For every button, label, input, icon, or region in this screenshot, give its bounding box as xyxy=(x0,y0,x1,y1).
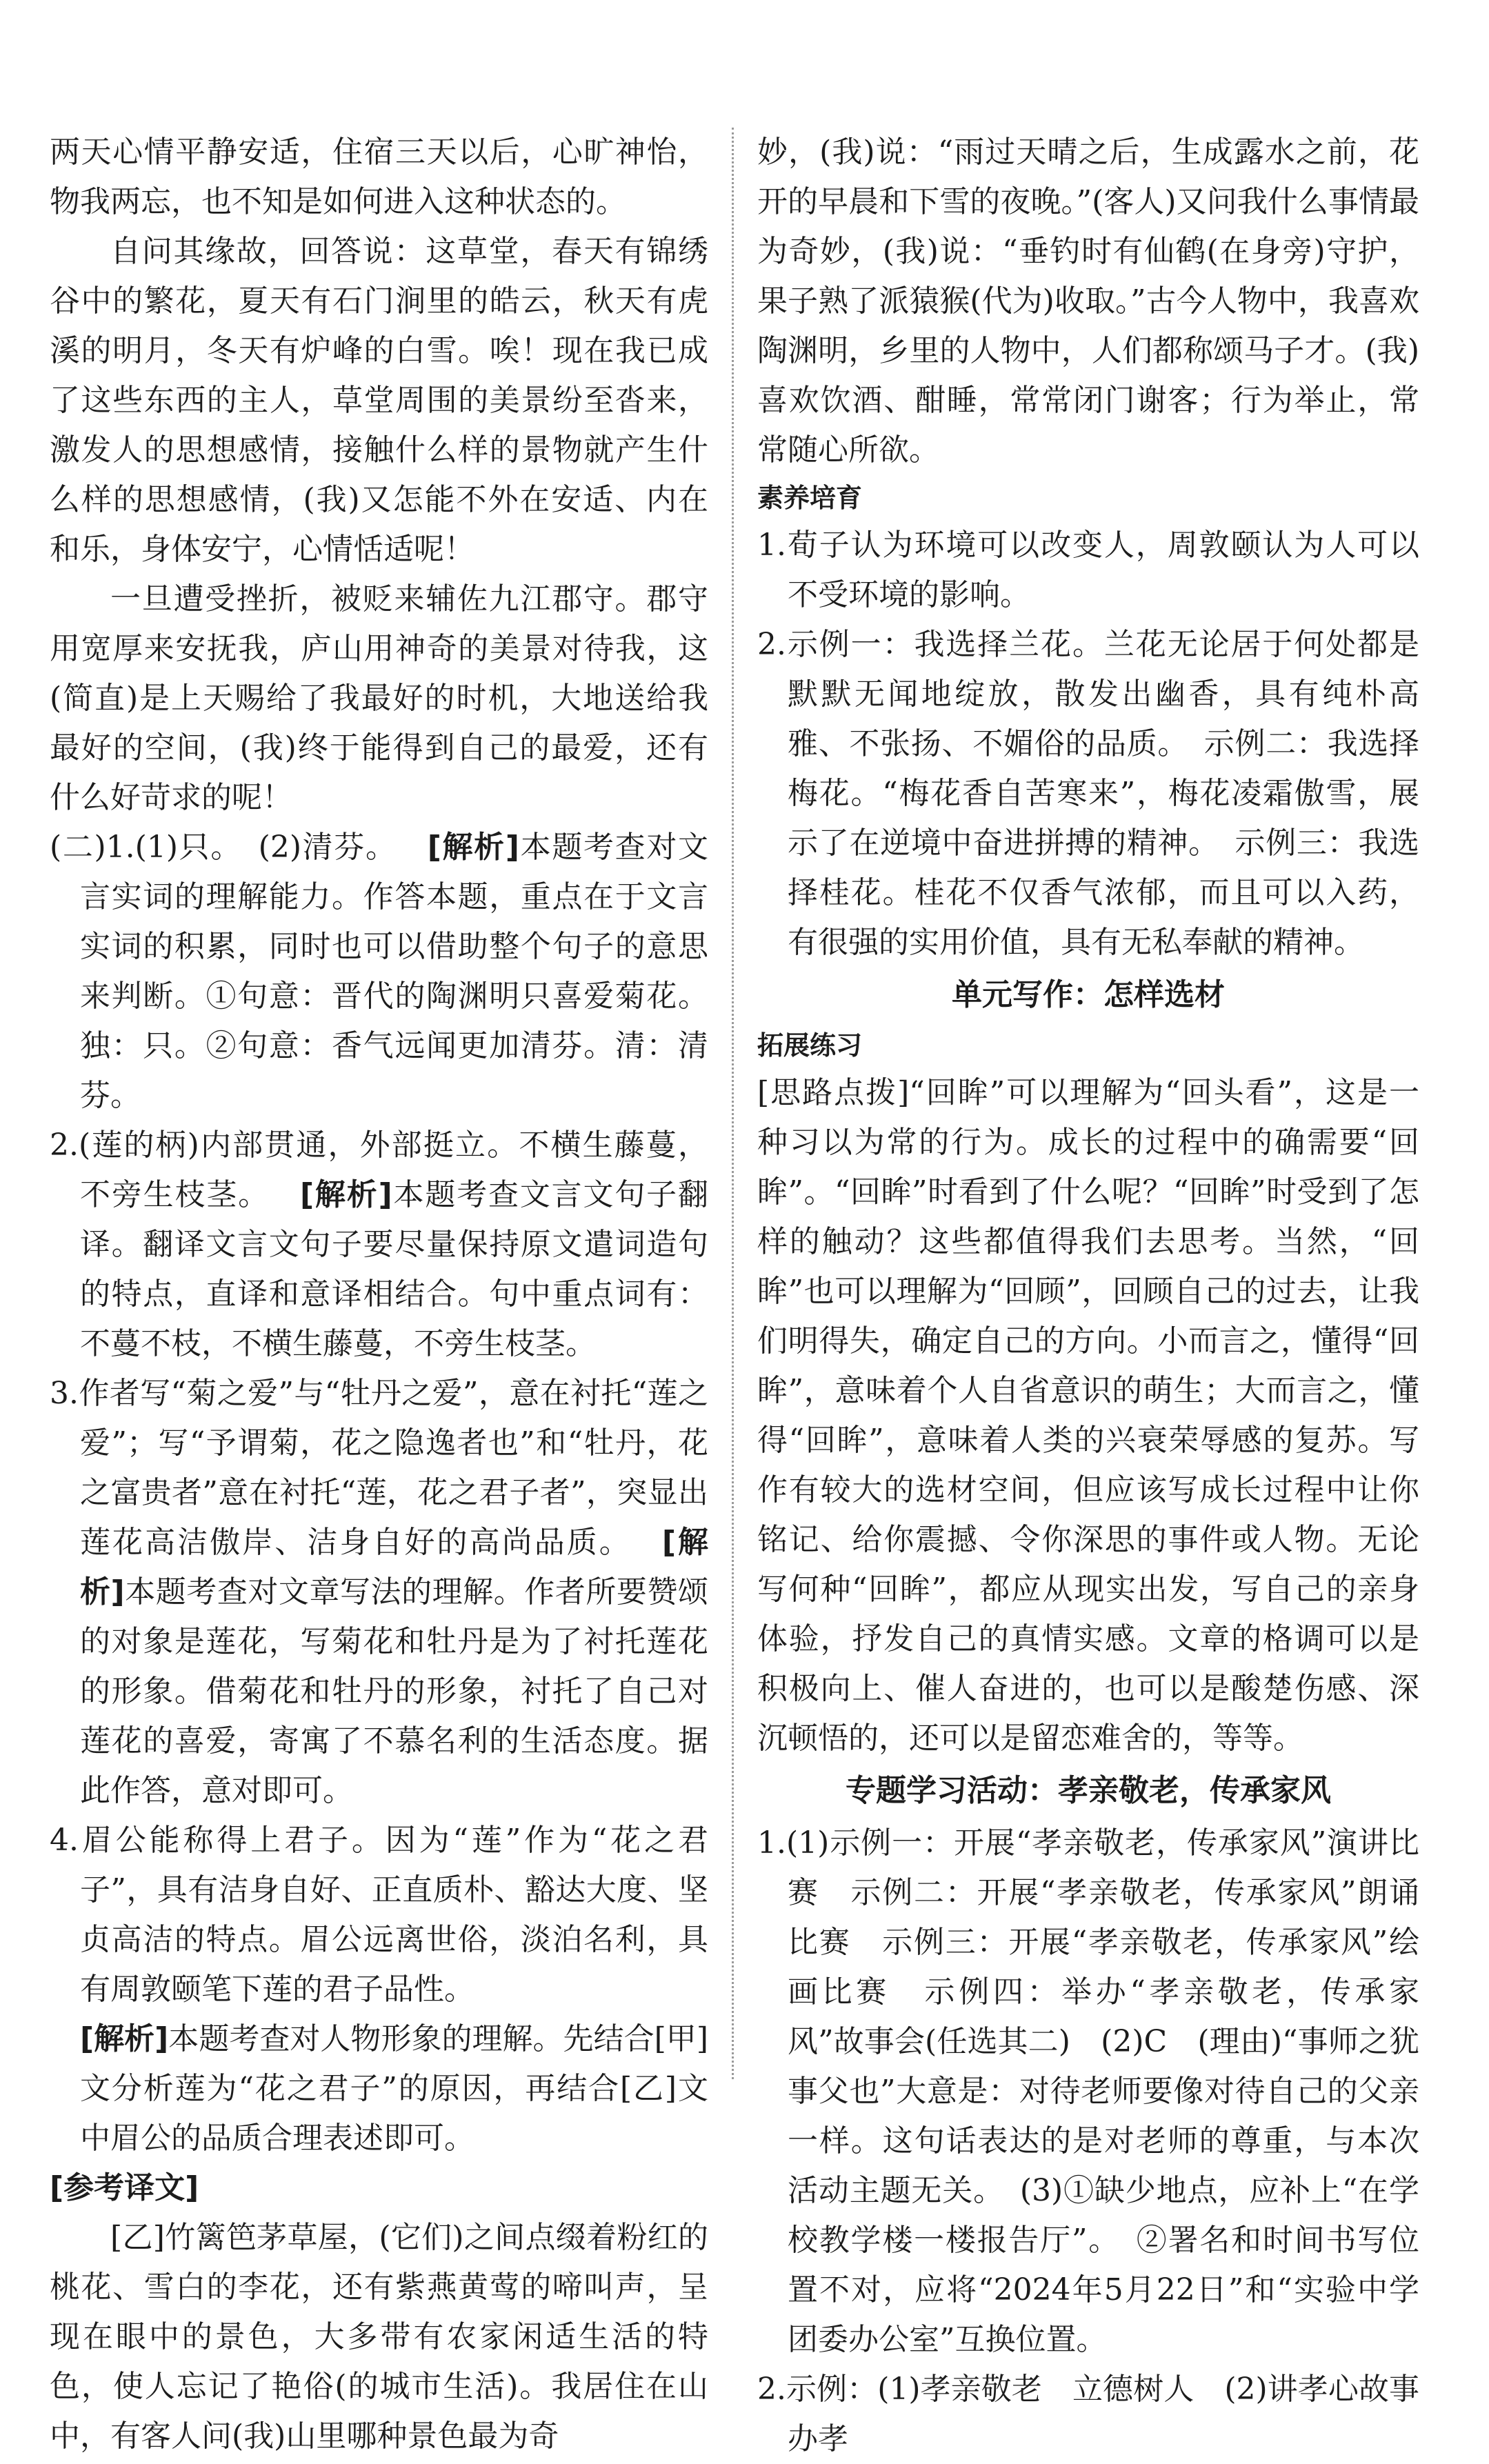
answer-q4-head: 4.眉公能称得上君子。因为“莲”作为“花之君子”，具有洁身自好、正直质朴、豁达大度、坚贞高洁的特点。眉公远离世俗，淡泊名利，具有周敦颐笔下莲的君子品性。 xyxy=(50,1823,708,2007)
answer-q2-head: 2.(莲的柄)内部贯通，外部挺立。不横生藤蔓，不旁生枝茎。 xyxy=(50,1128,708,1212)
answer-q1 xyxy=(50,823,708,1121)
analysis-tag: [解析] xyxy=(299,1177,392,1212)
section-label-suyang: 素养培育 xyxy=(757,483,863,513)
translation-paragraph-2: 自问其缘故，回答说：这草堂，春天有锦绣谷中的繁花，夏天有石门涧里的皓云，秋天有虎溪的明月，冬天有炉峰的白雪。唉！现在我已成了这些东西的主人，草堂周围的美景纷至沓来，激发人的思想感情，接触什么样的景物就产生什么样的思想感情，(我)又怎能不外在安适、内在和乐，身体安宁，心情恬适呢！ xyxy=(50,234,708,567)
analysis-tag: [解析] xyxy=(427,830,519,865)
translation-paragraph-1: 两天心情平静安适，住宿三天以后，心旷神怡，物我两忘，也不知是如何进入这种状态的。 xyxy=(50,134,708,219)
suyang-answer-2: 2.示例一：我选择兰花。兰花无论居于何处都是默默无闻地绽放，散发出幽香，具有纯朴高雅、不张扬、不媚俗的品质。 示例二：我选择梅花。“梅花香自苦寒来”，梅花凌霜傲雪，展示了在逆境中奋进拼搏的精神。 示例三：我选择桂花。桂花不仅香气浓郁，而且可以入药，有很强的实用价值，具有无私奉献的精神。 xyxy=(757,627,1419,960)
right-column xyxy=(757,128,1450,2464)
writing-guidance: [思路点拨]“回眸”可以理解为“回头看”，这是一种习以为常的行为。成长的过程中的确需要“回眸”。“回眸”时看到了什么呢？“回眸”时受到了怎样的触动？这些都值得我们去思考。当然，“回眸”也可以理解为“回顾”，回顾自己的过去，让我们明得失，确定自己的方向。小而言之，懂得“回眸”，意味着个人自省意识的萌生；大而言之，懂得“回眸”，意味着人类的兴衰荣辱感的复苏。写作有较大的选材空间，但应该写成长过程中让你铭记、给你震撼、令你深思的事件或人物。无论写何种“回眸”，都应从现实出发，写自己的亲身体验，抒发自己的真情实感。文章的格调可以是积极向上、催人奋进的，也可以是酸楚伤感、深沉顿悟的，还可以是留恋难舍的，等等。 xyxy=(757,1075,1419,1756)
activity-answer-2: 2.示例：(1)孝亲敬老 立德树人 (2)讲孝心故事 办孝 xyxy=(757,2372,1450,2456)
answer-q3-head: 3.作者写“菊之爱”与“牡丹之爱”，意在衬托“莲之爱”；写“予谓菊，花之隐逸者也”和“牡丹，花之富贵者”意在衬托“莲，花之君子者”，突显出莲花高洁傲岸、洁身自好的高尚品质。 xyxy=(50,1376,708,1560)
analysis-tag: [解析] xyxy=(80,1525,709,1610)
writing-section-title: 单元写作：怎样选材 xyxy=(952,977,1225,1012)
translation-paragraph-4: [乙]竹篱笆茅草屋，(它们)之间点缀着粉红的桃花、雪白的李花，还有紫燕黄莺的啼叫声，呈现在眼中的景色，大多带有农家闲适生活的特色，使人忘记了艳俗(的城市生活)。我居住在山中，有客人问(我)山里哪种景色最为奇 xyxy=(50,2220,708,2454)
answer-q3-analysis: 本题考查对文章写法的理解。作者所要赞颂的对象是莲花，写菊花和牡丹是为了衬托莲花的形象。借菊花和牡丹的形象，衬托了自己对莲花的喜爱，寄寓了不慕名利的生活态度。据此作答，意对即可。 xyxy=(80,1574,709,1808)
suyang-answer-1: 1.荀子认为环境可以改变人，周敦颐认为人可以不受环境的影响。 xyxy=(757,528,1419,612)
activity-section-title: 专题学习活动：孝亲敬老，传承家风 xyxy=(846,1773,1331,1808)
answer-q1-analysis: 本题考查对文言实词的理解能力。作答本题，重点在于文言实词的积累，同时也可以借助整个句子的意思来判断。①句意：晋代的陶渊明只喜爱菊花。独：只。②句意：香气远闻更加清芬。清：清芬。 xyxy=(80,830,709,1113)
activity-answer-1: 1.(1)示例一：开展“孝亲敬老，传承家风”演讲比赛 示例二：开展“孝亲敬老，传承家风”朗诵比赛 示例三：开展“孝亲敬老，传承家风”绘画比赛 示例四：举办“孝亲敬老，传承家风”故事会(任选其二) (2)C (理由)“事师之犹事父也”大意是：对待老师要像对待自己的父亲一样。这句话表达的是对老师的尊重，与本次活动主题无关。 (3)①缺少地点，应补上“在学校教学楼一楼报告厅”。 ②署名和时间书写位置不对，应将“2024年5月22日”和“实验中学团委办公室”互换位置。 xyxy=(757,1825,1419,2357)
answer-q2-analysis: 本题考查文言文句子翻译。翻译文言文句子要尽量保持原文遣词造句的特点，直译和意译相结合。句中重点词有：不蔓不枝，不横生藤蔓，不旁生枝茎。 xyxy=(80,1177,709,1361)
translation-paragraph-5: 妙，(我)说：“雨过天晴之后，生成露水之前，花开的早晨和下雪的夜晚。”(客人)又问我什么事情最为奇妙，(我)说：“垂钓时有仙鹤(在身旁)守护，果子熟了派猿猴(代为)收取。”古今人物中，我喜欢陶渊明，乡里的人物中，人们都称颂马子才。(我)喜欢饮酒、酣睡，常常闭门谢客；行为举止，常常随心所欲。 xyxy=(757,134,1419,468)
translation-paragraph-3: 一旦遭受挫折，被贬来辅佐九江郡守。郡守用宽厚来安抚我，庐山用神奇的美景对待我，这(简直)是上天赐给了我最好的时机，大地送给我最好的空间，(我)终于能得到自己的最爱，还有什么好苛求的呢！ xyxy=(50,581,708,815)
left-column xyxy=(50,128,708,2461)
reference-translation-label: [参考译文] xyxy=(50,2170,199,2205)
section-label-tuozhan: 拓展练习 xyxy=(757,1030,863,1061)
answer-q4-analysis-block xyxy=(50,2014,708,2163)
answer-q3 xyxy=(50,1369,708,1816)
answer-q4-analysis: 本题考查对人物形象的理解。先结合[甲]文分析莲为“花之君子”的原因，再结合[乙]文中眉公的品质合理表述即可。 xyxy=(80,2021,708,2156)
analysis-tag: [解析] xyxy=(80,2021,169,2056)
column-divider xyxy=(732,128,734,2079)
answer-q2 xyxy=(50,1121,708,1369)
answer-q4 xyxy=(50,1816,708,2014)
answer-q1-head: (二)1.(1)只。 (2)清芬。 xyxy=(50,830,397,865)
